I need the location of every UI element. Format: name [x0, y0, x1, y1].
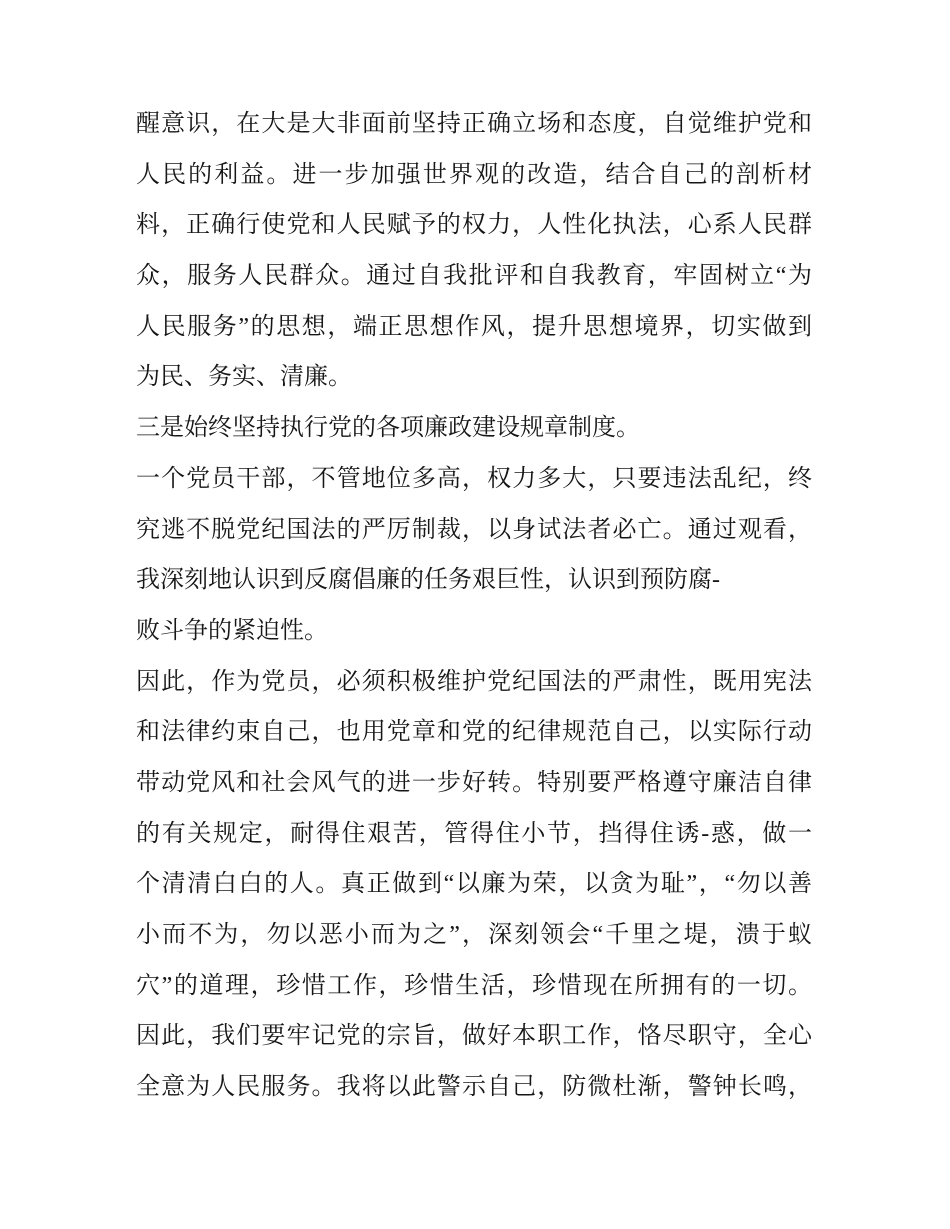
- text-line: 因此，作为党员，必须积极维护党纪国法的严肃性，既用宪法: [136, 668, 812, 695]
- text-line: 小而不为，勿以恶小而为之”，深刻领会“千里之堤，溃于蚁: [136, 922, 812, 948]
- text-line: 穴”的道理，珍惜工作，珍惜生活，珍惜现在所拥有的一切。: [136, 972, 812, 999]
- text-line: 带动党风和社会风气的进一步好转。特别要严格遵守廉洁自律: [136, 769, 812, 796]
- text-line: 三是始终坚持执行党的各项廉政建设规章制度。: [136, 415, 640, 442]
- text-line: 败斗争的紧迫性。: [136, 617, 328, 644]
- text-line: 因此，我们要牢记党的宗旨，做好本职工作，恪尽职守，全心: [136, 1023, 812, 1050]
- text-line: 众，服务人民群众。通过自我批评和自我教育，牢固树立“为: [136, 263, 812, 290]
- text-line: 个清清白白的人。真正做到“以廉为荣，以贪为耻”，“勿以善: [136, 871, 812, 898]
- text-line: 料，正确行使党和人民赋予的权力，人性化执法，心系人民群: [136, 212, 812, 239]
- text-line: 人民的利益。进一步加强世界观的改造，结合自己的剖析材: [136, 161, 812, 188]
- text-line: 全意为人民服务。我将以此警示自己，防微杜渐，警钟长鸣，: [136, 1074, 812, 1101]
- text-line: 人民服务”的思想，端正思想作风，提升思想境界，切实做到: [136, 313, 812, 340]
- text-line: 一个党员干部，不管地位多高，权力多大，只要违法乱纪，终: [136, 465, 812, 492]
- text-line: 和法律约束自己，也用党章和党的纪律规范自己，以实际行动: [136, 719, 812, 746]
- text-line: 醒意识，在大是大非面前坚持正确立场和态度，自觉维护党和: [136, 111, 812, 137]
- text-line: 的有关规定，耐得住艰苦，管得住小节，挡得住诱-惑，做一: [136, 820, 812, 847]
- text-line: 究逃不脱党纪国法的严厉制裁，以身试法者必亡。通过观看，: [136, 516, 812, 543]
- text-line: 为民、务实、清廉。: [136, 364, 352, 391]
- document-body: [136, 99, 812, 1113]
- text-line: 我深刻地认识到反腐倡廉的任务艰巨性，认识到预防腐-: [136, 567, 720, 594]
